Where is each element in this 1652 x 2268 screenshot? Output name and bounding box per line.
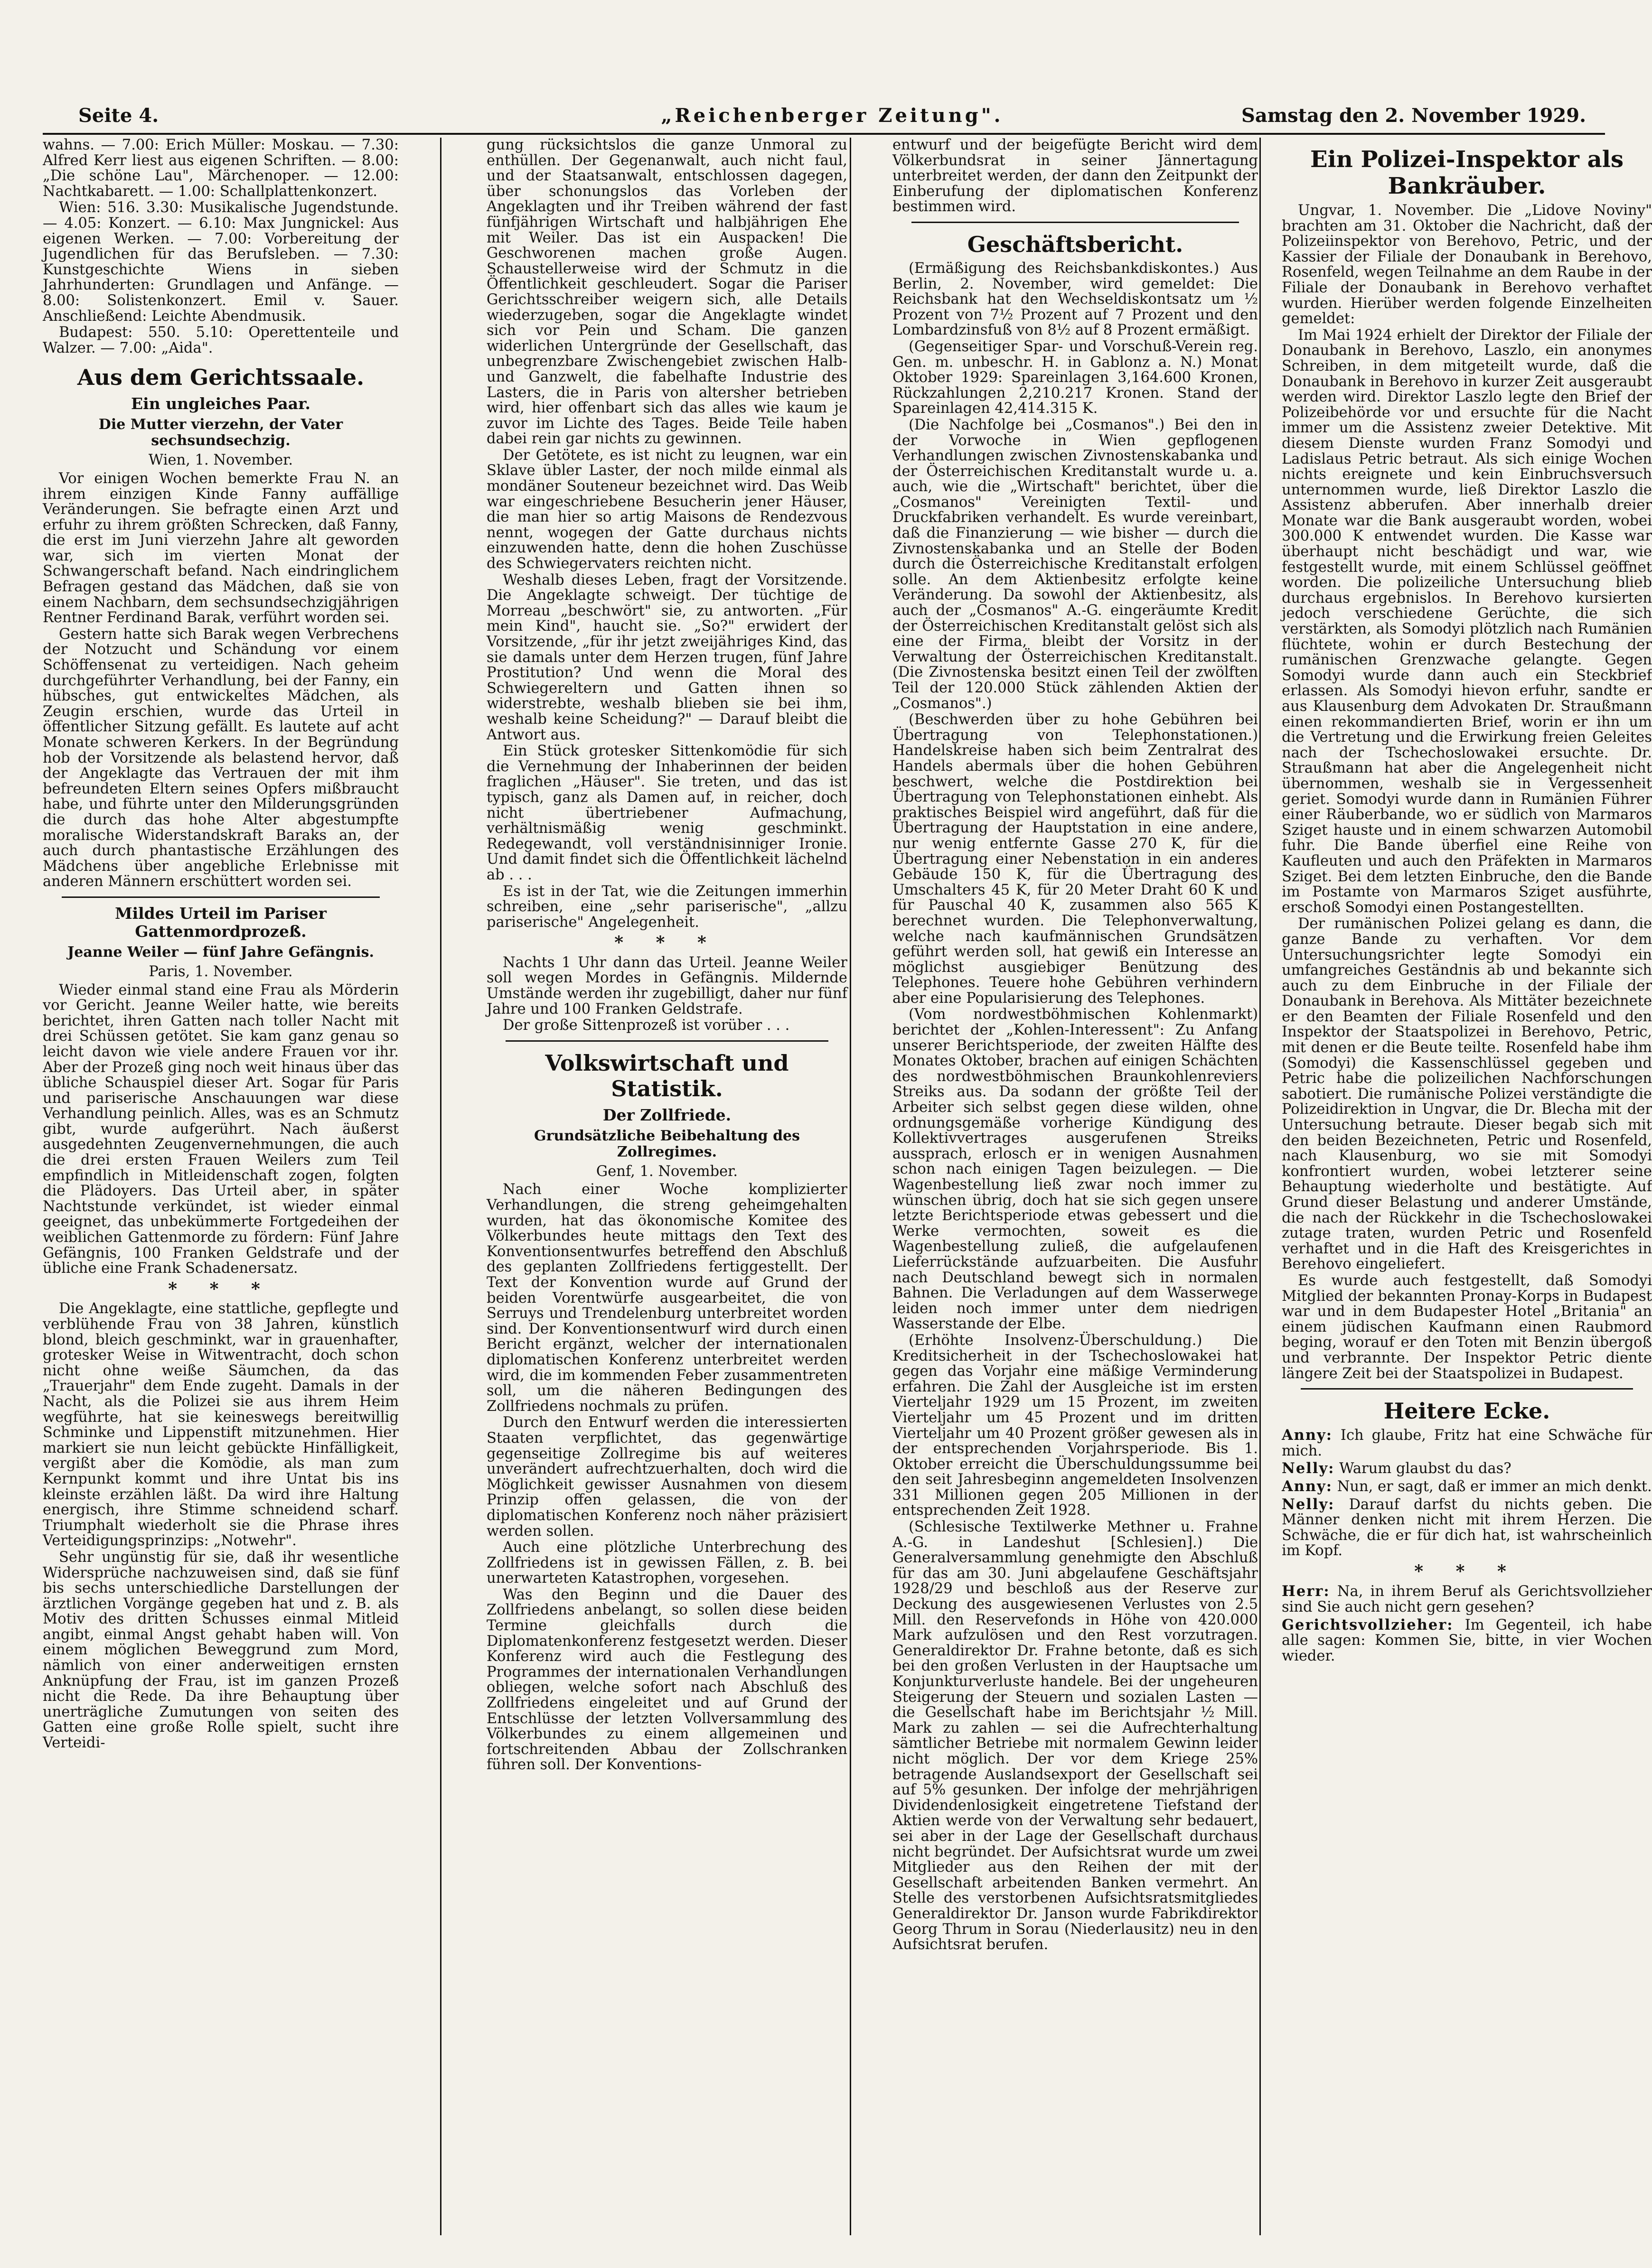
speaker: Nelly:: [1282, 1460, 1335, 1477]
article-paragraph: Die Angeklagte, eine stattliche, gepflegte und verblühende Frau von 38 Jahren, künstlich blond, bleich geschminkt, war in grauenhafter, grotesker Weise in Witwentracht, doch schon nicht ohne weiße Säumchen, da das „Trauerjahr" dem Ende zugeht. Damals in der Nacht, als die Polizei sie aus ihrem Heim wegführte, hat sie keineswegs bereitwillig Schminke und Lippenstift mitzunehmen. Hier markiert sie nun leicht gebückte Hinfälligkeit, vergißt aber die Komödie, als man zum Kernpunkt kommt und ihre Untat bis ins kleinste erzählen läßt. Da wird ihre Haltung energisch, ihre Stimme schneidend scharf. Triumphalt wiederholt sie die Phrase ihres Verteidigungsprinzips: „Notwehr".: [43, 1300, 399, 1549]
column-3: [892, 138, 1258, 2245]
business-item: (Schlesische Textilwerke Methner u. Frahne A.-G. in Landeshut [Schlesien].) Die Generalversammlung genehmigte den Abschluß für das am 30. Juni abgelaufene Geschäftsjahr 1928/29 und beschloß aus der Reserve zur Deckung des ausgewiesenen Verlustes von 2.5 Mill. den Reservefonds in Höhe von 420.000 Mark aufzulösen und den Rest vorzutragen. Generaldirektor Dr. Frahne betonte, daß es sich bei den großen Verlusten in der Hauptsache um Konjunkturverluste handele. Bei der ungeheuren Steigerung der Steuern und sozialen Lasten — die Gesellschaft habe im Berichtsjahr ½ Mill. Mark zu zahlen — sei die Aufrechterhaltung sämtlicher Betriebe mit normalem Gewinn leider nicht möglich. Der vor dem Kriege 25% betragende Auslandsexport der Gesellschaft sei auf 5% gesunken. Der infolge der mehrjährigen Dividendenlosigkeit eingetretene Tiefstand der Aktien werde von der Verwaltung sehr bedauert, sei aber in der Lage der Gesellschaft durchaus nicht begründet. Der Aufsichtsrat wurde um zwei Mitglieder aus den Reihen der mit der Gesellschaft arbeitenden Banken vermehrt. An Stelle des verstorbenen Aufsichtsratsmitgliedes Generaldirektor Dr. Janson wurde Fabrikdirektor Georg Thrum in Sorau (Niederlausitz) neu in den Aufsichtsrat berufen.: [892, 1519, 1258, 1953]
section-stars: * * *: [168, 1279, 273, 1299]
page-header: [78, 101, 1586, 134]
section-title: Geschäftsbericht.: [967, 231, 1183, 257]
article-paragraph: Vor einigen Wochen bemerkte Frau N. an ihrem einzigen Kinde Fanny auffällige Veränderungen. Sie befragte einen Arzt und erfuhr zu ihrem größten Schrecken, daß Fanny, die erst im Juni vierzehn Jahre alt geworden war, sich im vierten Monat der Schwangerschaft befand. Nach eindringlichem Befragen gestand das Mädchen, daß sie von einem Nachbarn, dem sechsundsechzigjährigen Rentner Ferdinand Barak, verführt worden sei.: [43, 470, 399, 626]
dialog-text: Im Gegenteil, ich habe alle sagen: Kommen Sie, bitte, in vier Wochen wieder.: [1282, 1616, 1652, 1664]
page-body: [43, 137, 1652, 2245]
article-paragraph: Nach einer Woche komplizierter Verhandlungen, die streng geheimgehalten wurden, hat das ökonomische Komitee des Völkerbundes heute mittags den Text des Konventionsentwurfes betreffend den Abschluß des geplanten Zollfriedens fertiggestellt. Der Text der Konvention wurde auf Grund der beiden Vorentwürfe ausgearbeitet, die von Serruys und Trendelenburg unterbreitet worden sind. Der Konventionsentwurf wird durch einen Bericht ergänzt, welcher der internationalen diplomatischen Konferenz unterbreitet werden wird, die im kommenden Feber zusammentreten soll, um die näheren Bedingungen des Zollfriedens nochmals zu prüfen.: [487, 1181, 847, 1415]
article-paragraph: Ein Stück grotesker Sittenkomödie für sich die Vernehmung der Inhaberinnen der beiden fraglichen „Häuser". Sie treten, und das ist typisch, ganz als Damen auf, in reicher, doch nicht übertriebener Aufmachung, verhältnismäßig wenig geschminkt. Redegewandt, voll verständnisinniger Ironie. Und damit findet sich die Öffentlichkeit lächelnd ab . . .: [487, 743, 847, 883]
article-subtitle: Grundsätzliche Beibehaltung des Zollregimes.: [534, 1127, 800, 1160]
article-title: Ein Polizei-Inspektor als Bankräuber.: [1310, 146, 1624, 199]
dialog-line: [1282, 1479, 1652, 1495]
article-separator: [911, 222, 1239, 223]
business-item: (Gegenseitiger Spar- und Vorschuß-Verein reg. Gen. m. unbeschr. H. in Gablonz a. N.) Monat Oktober 1929: Spareinlagen 3,164.600 Kronen, Rückzahlungen 2,210.217 Kronen. Stand der Spareinlagen 42,414.315 K.: [892, 338, 1258, 417]
business-item: (Erhöhte Insolvenz-Überschuldung.) Die Kreditsicherheit in der Tschechoslowakei hat gegen das Vorjahr eine mäßige Verminderung erfahren. Die Zahl der Ausgleiche ist im ersten Vierteljahr 1929 um 15 Prozent, im zweiten Vierteljahr um 45 Prozent und im dritten Vierteljahr um 40 Prozent größer gewesen als in der entsprechenden Vorjahrsperiode. Bis 1. Oktober erreicht die Überschuldungssumme bei den seit Jahresbeginn angemeldeten Insolvenzen 331 Millionen gegen 205 Millionen in der entsprechenden Zeit 1928.: [892, 1332, 1258, 1519]
radio-listing: Wien: 516. 3.30: Musikalische Jugendstunde. — 4.05: Konzert. — 6.10: Max Jungnickel: Aus eigenen Werken. — 7.00: Vorbereitung der Jugendlichen für das Berufsleben. — 7.30: Kunstgeschichte Wiens in sieben Jahrhunderten: Grundlagen und Anfänge. — 8.00: Solistenkonzert. Emil v. Sauer. Anschließend: Leichte Abendmusik.: [43, 199, 399, 325]
article-separator: [506, 1040, 828, 1042]
speaker: Gerichtsvollzieher:: [1282, 1616, 1454, 1633]
dialog-line: [1282, 1497, 1652, 1559]
article-title: Ein ungleiches Paar.: [131, 394, 310, 413]
article-paragraph: Durch den Entwurf werden die interessierten Staaten verpflichtet, das gegenwärtige gegenseitige Zollregime bis auf weiteres unverändert aufrechtzuerhalten, doch wird die Möglichkeit gewisser Ausnahmen von diesem Prinzip offen gelassen, die von der diplomatischen Konferenz noch näher präzisiert werden sollen.: [487, 1414, 847, 1540]
header-rule: [43, 133, 1605, 135]
dialog-text: Nun, er sagt, daß er immer an mich denkt.: [1337, 1478, 1652, 1495]
article-subtitle: Jeanne Weiler — fünf Jahre Gefängnis.: [67, 943, 374, 961]
article-paragraph: Es ist in der Tat, wie die Zeitungen immerhin schreiben, eine „sehr pariserische", „allzu pariserische" Angelegenheit.: [487, 883, 847, 931]
page-number: Seite 4.: [78, 104, 159, 127]
dialog-text: Na, in ihrem Beruf als Gerichtsvollzieher sind Sie auch nicht gern gesehen?: [1282, 1583, 1652, 1616]
article-paragraph: Nachts 1 Uhr dann das Urteil. Jeanne Weiler soll wegen Mordes in Gefängnis. Mildernde Umstände werden ihr zugebilligt, daher nur fünf Jahre und 100 Franken Geldstrafe.: [487, 954, 847, 1017]
radio-listing: wahns. — 7.00: Erich Müller: Moskau. — 7.30: Alfred Kerr liest aus eigenen Schriften. — 8.00: „Die schöne Lau", Märchenoper. — 12.00: Nachtkabarett. — 1.00: Schallplattenkonzert.: [43, 137, 399, 200]
article-separator: [1301, 1388, 1633, 1390]
dialog-text: Ich glaube, Fritz hat eine Schwäche für mich.: [1282, 1427, 1652, 1459]
article-paragraph: Der große Sittenprozeß ist vorüber . . .: [503, 1017, 790, 1034]
article-title: Mildes Urteil im Pariser Gattenmordprozeß.: [115, 904, 327, 941]
section-stars: * * *: [1414, 1561, 1520, 1581]
article-paragraph: Der rumänischen Polizei gelang es dann, die ganze Bande zu verhaften. Vor dem Untersuchungsrichter legte Somodyi ein umfangreiches Geständnis ab und bekannte sich auch zu dem Einbruche in der Filiale der Donaubank in Berehova. Als Mittäter bezeichnete er den Beamten der Filiale Rosenfeld und den Inspektor der Staatspolizei in Berehovo, Petric, mit denen er die Beute teilte. Rosenfeld habe ihm (Somodyi) die Kassenschlüssel gegeben und Petric habe die polizeilichen Nachforschungen sabotiert. Die rumänische Polizei verständigte die Polizeidirektion in Ungvar, die Dr. Blecha mit der Untersuchung betraute. Dieser begab sich mit den beiden Bezeichneten, Petric und Rosenfeld, nach Klausenburg, wo sie mit Somodyi konfrontiert wurden, wobei letzterer seine Behauptung wiederholte und bestätigte. Auf Grund dieser Belastung und anderer Umstände, die nach der Rückkehr in die Tschechoslowakei zutage traten, wurden Petric und Rosenfeld verhaftet und in die Haft des Kreisgerichtes in Berehovo eingeliefert.: [1282, 915, 1652, 1273]
column-2: [487, 138, 847, 2245]
dialog-line: [1282, 1428, 1652, 1459]
dialog-text: Warum glaubst du das?: [1339, 1460, 1511, 1477]
speaker: Anny:: [1282, 1427, 1333, 1444]
newspaper-title: „Reichenberger Zeitung".: [661, 104, 1004, 127]
dialog-line: [1282, 1617, 1652, 1664]
business-item: (Ermäßigung des Reichsbankdiskontes.) Aus Berlin, 2. November, wird gemeldet: Die Reichsbank hat den Wechseldiskontsatz um ½ Prozent von 7½ Prozent auf 7 Prozent und den Lombardzinsfuß von 8½ auf 8 Prozent ermäßigt.: [892, 260, 1258, 339]
article-paragraph: entwurf und der beigefügte Bericht wird dem Völkerbundsrat in seiner Jännertagung unterbreitet werden, der dann den Zeitpunkt der Einberufung der diplomatischen Konferenz bestimmen wird.: [892, 137, 1258, 215]
article-paragraph: Weshalb dieses Leben, fragt der Vorsitzende. Die Angeklagte schweigt. Der tüchtige de Morreau „beschwört" sie, zu antworten. „Für mein Kind", haucht sie. „So?" erwidert der Vorsitzende, „für ihr jetzt zweijähriges Kind, das sie damals unter dem Herzen trugen, fünf Jahre Prostitution? Und wenn die Moral des Schwiegereltern und Gatten ihnen so widerstrebte, weshalb blieben sie bei ihm, weshalb keine Scheidung?" — Darauf bleibt die Antwort aus.: [487, 571, 847, 743]
column-1: [43, 138, 399, 2245]
article-paragraph: Sehr ungünstig für sie, daß ihr wesentliche Widersprüche nachzuweisen sind, daß sie fünf bis sechs unterschiedliche Darstellungen der ärztlichen Vorgänge gegeben hat und z. B. als Motiv des dritten Schusses einmal Mitleid angibt, einmal Angst gehabt haben will. Von einem möglichen Beweggrund zum Mord, nämlich von einer anderweitigen ernsten Anknüpfung der Frau, ist im ganzen Prozeß nicht die Rede. Da ihre Behauptung über unerträgliche Zumutungen von seiten des Gatten eine große Rolle spielt, sucht ihre Verteidi-: [43, 1549, 399, 1752]
dateline: Wien, 1. November.: [148, 452, 293, 469]
section-title: Aus dem Gerichtssaale.: [77, 364, 365, 391]
dialog-text: Darauf darfst du nichts geben. Die Männer denken nicht mit ihrem Herzen. Die Schwäche, die er für dich hat, ist wahrscheinlich im Kopf.: [1282, 1496, 1652, 1559]
speaker: Anny:: [1282, 1477, 1333, 1495]
dialog-line: [1282, 1461, 1652, 1477]
article-paragraph: Es wurde auch festgestellt, daß Somodyi Mitglied der bekannten Pronay-Korps in Budapest war und in dem Budapester Hotel „Britania" an einem jüdischen Kaufmann einen Raubmord beging, worauf er den Toten mit Benzin übergoß und verbrannte. Der Inspektor Petric diente längere Zeit bei der Staatspolizei in Budapest.: [1282, 1272, 1652, 1382]
section-stars: * * *: [614, 933, 720, 953]
article-paragraph: Wieder einmal stand eine Frau als Mörderin vor Gericht. Jeanne Weiler hatte, wie bereits berichtet, ihren Gatten nach toller Nacht mit drei Schüssen getötet. Sie kam ganz genau so leicht davon wie viele andere Frauen vor ihr. Aber der Prozeß ging noch weit hinaus über das übliche Schauspiel dieser Art. Sogar für Paris und pariserische Anschauungen war diese Verhandlung peinlich. Alles, was es an Schmutz gibt, wurde aufgerührt. Nach äußerst ausgedehnten Zeugenvernehmungen, die auch die drei ersten Frauen Weilers zum Teil empfindlich in Mitleidenschaft zogen, folgten die Plädoyers. Das Urteil aber, in später Nachtstunde verkündet, ist wieder einmal geeignet, das unbekümmerte Fortgedeihen der weiblichen Gattenmorde zu fördern: Fünf Jahre Gefängnis, 100 Franken Geldstrafe und der übliche eine Frank Schadenersatz.: [43, 981, 399, 1277]
section-title: Volkswirtschaft und Statistik.: [545, 1050, 789, 1101]
article-paragraph: gung rücksichtslos die ganze Unmoral zu enthüllen. Der Gegenanwalt, auch nicht faul, und der Staatsanwalt, entschlossen dagegen, über schonungslos das Vorleben der Angeklagten und ihr Treiben während der fast fünfjährigen Wirtschaft und halbjährigen Ehe mit Weiler. Das ist ein Auspacken! Die Geschworenen machen große Augen. Schaustellerweise wird der Schmutz in die Öffentlichkeit geschleudert. Sogar die Pariser Gerichtsschreiber weigern sich, alle Details wiederzugeben, sogar die Angeklagte windet sich vor Pein und Scham. Die ganzen widerlichen Untergründe der Gesellschaft, das unbegrenzbare Zwischengebiet zwischen Halb- und Ganzwelt, die fabelhafte Industrie des Lasters, die in Paris von altersher betrieben wird, hier offenbart sich das alles wie kaum je zuvor im Lichte des Tages. Beide Teile haben dabei rein gar nichts zu gewinnen.: [487, 137, 847, 448]
article-paragraph: Im Mai 1924 erhielt der Direktor der Filiale der Donaubank in Berehovo, Laszlo, ein anonymes Schreiben, in dem mitgeteilt wurde, daß die Donaubank in Berehovo in kurzer Zeit ausgeraubt werden wird. Direktor Laszlo legte den Brief der Polizeibehörde vor und ersuchte für die Nacht immer um die Assistenz zweier Detektive. Mit diesem Dienste wurden Franz Somodyi und Ladislaus Petric betraut. Als sich einige Wochen nichts ereignete und kein Einbruchsversuch unternommen wurde, ließ Direktor Laszlo die Assistenz abberufen. Aber innerhalb dreier Monate war die Bank ausgeraubt worden, wobei 300.000 K entwendet wurden. Die Kasse war überhaupt nicht beschädigt und war, wie festgestellt wurde, mit einem Schlüssel geöffnet worden. Die polizeiliche Untersuchung blieb durchaus ergebnislos. In Berehovo kursierten jedoch verschiedene Gerüchte, die sich verstärkten, als Somodyi plötzlich nach Rumänien flüchtete, wohin er durch Bestechung der rumänischen Grenzwache gelangte. Gegen Somodyi wurde dann auch ein Steckbrief erlassen. Als Somodyi hievon erfuhr, sandte er aus Klausenburg dem Advokaten Dr. Straußmann einen rekommandierten Brief, worin er ihn um die Vertretung und die Erwirkung freien Geleites nach der Tschechoslowakei ersuchte. Dr. Straußmann hat aber die Angelegenheit nicht übernommen, weshalb sie in Vergessenheit geriet. Somodyi wurde dann in Rumänien Führer einer Räuberbande, wo er südlich von Marmaros Sziget hauste und in einem schwarzen Automobil fuhr. Die Bande überfiel eine Reihe von Kaufleuten und auch den Präfekten in Marmaros Sziget. Bei dem letzten Einbruche, den die Bande im Postamte von Marmaros Sziget ausführte, erschoß Somodyi einen Postangestellten.: [1282, 327, 1652, 916]
radio-listing: Budapest: 550. 5.10: Operettenteile und Walzer. — 7.00: „Aida".: [43, 324, 399, 356]
article-paragraph: Der Getötete, es ist nicht zu leugnen, war ein Sklave übler Laster, der noch milde einmal als mondäner Souteneur bezeichnet wird. Das Weib war eingeschriebene Besucherin jener Häuser, die man hier so artig Maisons de Rendezvous nennt, wogegen der Gatte durchaus nichts einzuwenden hatte, denn die hohen Zuschüsse des Schwiegervaters reichten nicht.: [487, 447, 847, 572]
business-item: (Die Nachfolge bei „Cosmanos".) Bei den in der Vorwoche in Wien gepflogenen Verhandlungen zwischen Zivnostenskabanka und der Österreichischen Kreditanstalt wurde u. a. auch, wie die „Wirtschaft" berichtet, über die „Cosmanos" Vereinigten Textil- und Druckfabriken verhandelt. Es wurde vereinbart, daß die Finanzierung — wie bisher — durch die Zivnostenskabanka und an Stelle der Boden durch die Österreichische Kreditanstalt erfolgen solle. An dem Aktienbesitz erfolgte keine Veränderung. Da sowohl der Aktienbesitz, als auch der „Cosmanos" A.-G. eingeräumte Kredit der Österreichischen Kreditanstalt gelöst sich als eine der Firma, bleibt der Vorsitz in der Verwaltung der Österreichischen Kreditanstalt. (Die Zivnostenska besitzt einen Teil der zwölften Teil der 120.000 Stück zählenden Aktien der „Cosmanos".): [892, 416, 1258, 712]
article-separator: [62, 896, 380, 898]
speaker: Nelly:: [1282, 1495, 1335, 1513]
article-paragraph: Gestern hatte sich Barak wegen Verbrechens der Notzucht und Schändung vor einem Schöffensenat zu verteidigen. Nach geheim durchgeführter Verhandlung, bei der Fanny, ein hübsches, gut entwickeltes Mädchen, als Zeugin erschien, wurde das Urteil in öffentlicher Sitzung gefällt. Es lautete auf acht Monate schweren Kerkers. In der Begründung hob der Vorsitzende als belastend hervor, daß der Angeklagte das Vertrauen der mit ihm befreundeten Eltern seines Opfers mißbraucht habe, und führte unter den Milderungsgründen die durch das hohe Alter abgestumpfte moralische Widerstandskraft Baraks an, der auch durch phantastische Erzählungen des Mädchens über angebliche Erlebnisse mit anderen Männern erschüttert worden sei.: [43, 625, 399, 890]
dateline: Genf, 1. November.: [596, 1163, 738, 1180]
article-paragraph: Ungvar, 1. November. Die „Lidove Noviny" brachten am 31. Oktober die Nachricht, daß der Polizeiinspektor von Berehovo, Petric, und der Kassier der Filiale der Donaubank in Berehovo, Rosenfeld, wegen Teilnahme an dem Raube in der Filiale der Donaubank in Berehovo verhaftet wurden. Hierüber werden folgende Einzelheiten gemeldet:: [1282, 202, 1652, 327]
business-item: (Vom nordwestböhmischen Kohlenmarkt) berichtet der „Kohlen-Interessent": Zu Anfang unserer Berichtsperiode, der zweiten Hälfte des Monates Oktober, brachen auf einigen Schächten des nordwestböhmischen Braunkohlenreviers Streiks aus. Da sodann der größte Teil der Arbeiter sich selbst gegen diese wilden, ohne ordnungsgemäße vorherige Kündigung des Kollektivvertrages ausgerufenen Streiks aussprach, erlosch er in wenigen Ausnahmen schon nach einigen Tagen beizulegen. — Die Wagenbestellung ließ zwar noch immer zu wünschen übrig, doch hat sie sich gegen unsere letzte Berichtsperiode etwas gebessert und die Werke vermochten, soweit es die Wagenbestellung zuließ, die aufgelaufenen Lieferrückstände aufzuarbeiten. Die Ausfuhr nach Deutschland bewegt sich in normalen Bahnen. Die Verladungen auf dem Wasserwege leiden noch immer unter dem niedrigen Wasserstande der Elbe.: [892, 1006, 1258, 1333]
speaker: Herr:: [1282, 1583, 1330, 1600]
section-title: Heitere Ecke.: [1383, 1398, 1550, 1424]
column-4: [1282, 138, 1652, 2245]
issue-date: Samstag den 2. November 1929.: [1241, 104, 1586, 127]
dialog-line: [1282, 1584, 1652, 1615]
article-paragraph: Was den Beginn und die Dauer des Zollfriedens anbelangt, so sollen diese beiden Termine gleichfalls durch die Diplomatenkonferenz festgesetzt werden. Dieser Konferenz wird auch die Festlegung des Programmes der internationalen Verhandlungen obliegen, welche sofort nach Abschluß des Zollfriedens eingeleitet und auf Grund der Entschlüsse der letzten Vollversammlung des Völkerbundes zu einem allgemeinen und fortschreitenden Abbau der Zollschranken führen soll. Der Konventions-: [487, 1586, 847, 1773]
article-subtitle: Die Mutter vierzehn, der Vater sechsundsechzig.: [98, 416, 343, 449]
article-paragraph: Auch eine plötzliche Unterbrechung des Zollfriedens ist in gewissen Fällen, z. B. bei unerwarteten Katastrophen, vorgesehen.: [487, 1539, 847, 1587]
article-title: Der Zollfriede.: [602, 1105, 732, 1124]
business-item: (Beschwerden über zu hohe Gebühren bei Übertragung von Telephonstationen.) Handelskreise haben sich beim Zentralrat des Handels abermals über die hohen Gebühren beschwert, welche die Postdirektion bei Übertragung von Telephonstationen einhebt. Als praktisches Beispiel wird angeführt, daß für die Übertragung der Hauptstation in eine andere, nur wenig entfernte Gasse 270 K, für die Übertragung einer Nebenstation in ein anderes Gebäude 150 K, für die Übertragung des Umschalters 45 K, für 20 Meter Draht 60 K und für Pauschal 40 K, zusammen also 565 K berechnet wurden. Die Telephonverwaltung, welche nach kaufmännischen Grundsätzen geführt werden soll, hat gewiß ein Interesse an möglichst ausgiebiger Benützung des Telephones. Teuere hohe Gebühren verhindern aber eine Popularisierung des Telephones.: [892, 711, 1258, 1007]
dateline: Paris, 1. November.: [149, 963, 293, 980]
